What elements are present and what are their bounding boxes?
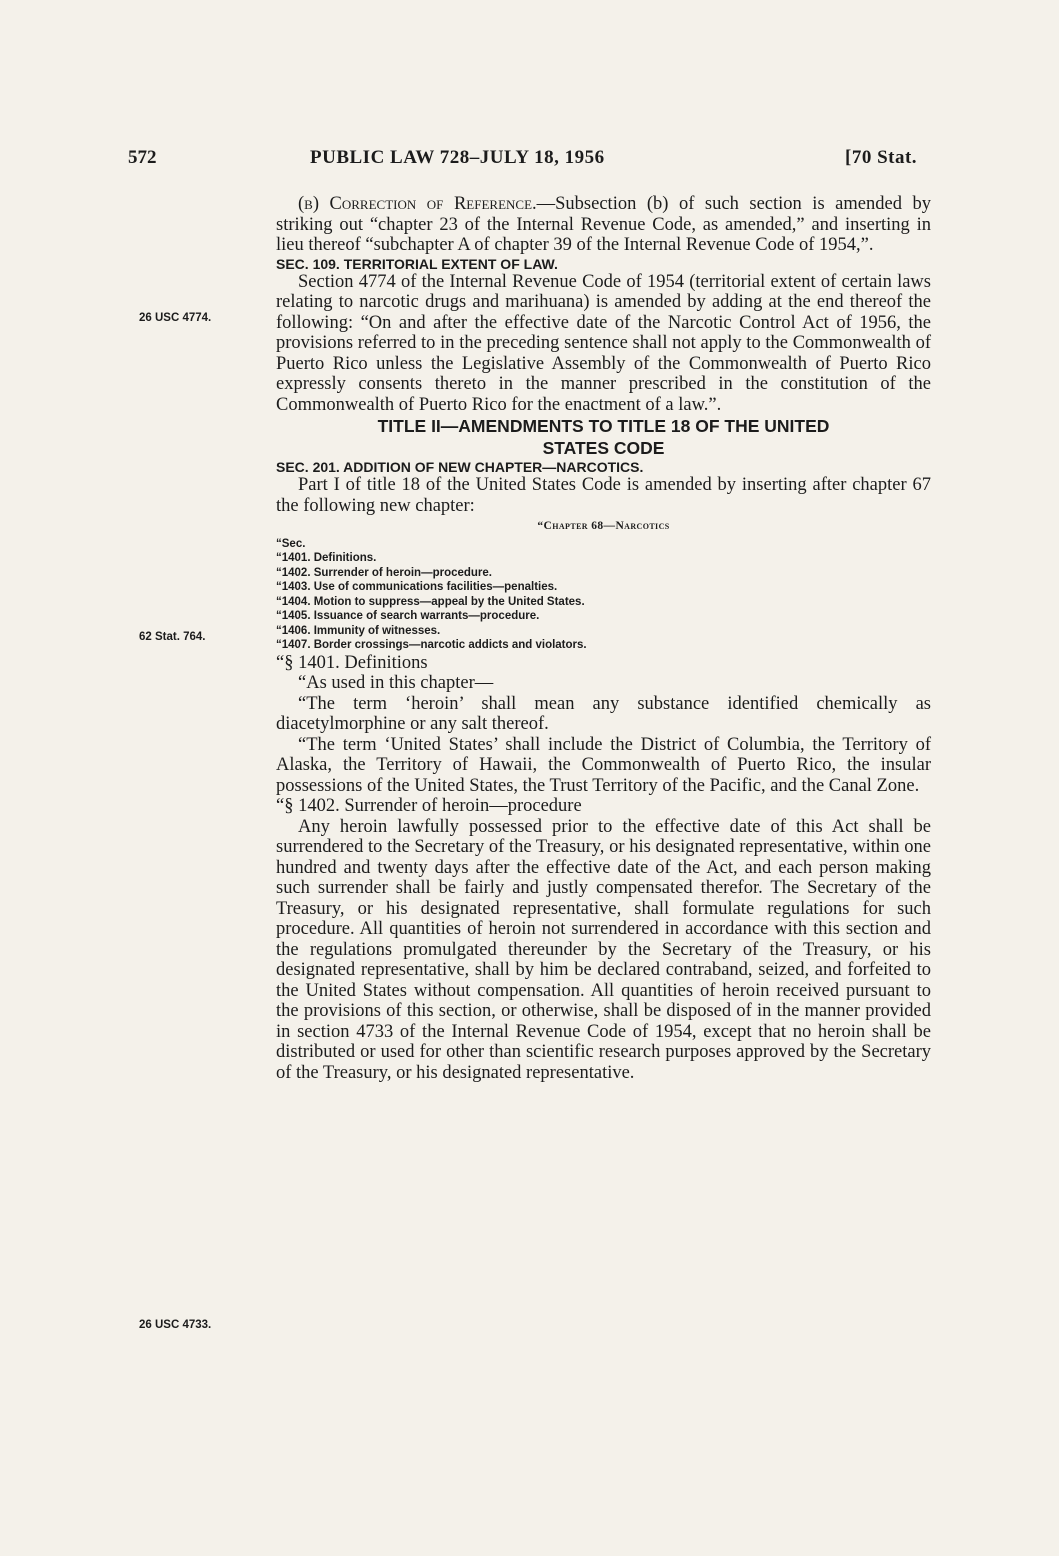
toc-item: “1406. Immunity of witnesses.	[276, 624, 441, 637]
chapter-toc	[276, 537, 931, 653]
chapter-68-heading: “Chapter 68—Narcotics	[537, 520, 670, 532]
toc-item: “1402. Surrender of heroin—procedure.	[276, 566, 493, 579]
title-ii-heading	[276, 415, 931, 459]
toc-item: “1405. Issuance of search warrants—procedure.	[276, 610, 540, 622]
section-1401-paragraph: “As used in this chapter—	[298, 673, 494, 693]
title-ii-line-1: TITLE II—AMENDMENTS TO TITLE 18 OF THE UNITED	[377, 416, 830, 436]
section-109-text: Section 4774 of the Internal Revenue Code of 1954 (territorial extent of certain laws relating to narcotic drugs and marihuana) is amended by adding at the end thereof the following: “On and after the effective date of the Narcotic Control Act of 1956, the provisions referred to in the preceding sentence shall not apply to the Commonwealth of Puerto Rico unless the Legislative Assembly of the Commonwealth of Puerto Rico expressly consents thereto in the manner prescribed in the constitution of the Commonwealth of Puerto Rico for the enactment of a law.”.	[276, 271, 931, 415]
toc-sec-label: “Sec.	[276, 537, 306, 550]
running-head: PUBLIC LAW 728–JULY 18, 1956	[310, 147, 605, 168]
body-text	[276, 194, 931, 1083]
section-108b-heading: (b) Correction of Reference.	[298, 194, 537, 214]
margin-note-26-usc-4733: 26 USC 4733.	[139, 1319, 212, 1331]
title-ii-line-2: STATES CODE	[542, 438, 665, 458]
section-1402-heading: “§ 1402. Surrender of heroin—procedure	[276, 796, 582, 816]
toc-item: “1407. Border crossings—narcotic addicts and violators.	[276, 639, 587, 651]
section-201-text: Part I of title 18 of the United States Code is amended by inserting after chapter 67 the following new chapter:	[276, 475, 931, 516]
section-108b-paragraph	[276, 194, 931, 256]
margin-note-26-usc-4774: 26 USC 4774.	[139, 312, 212, 324]
stat-reference: [70 Stat.	[845, 147, 918, 168]
toc-item: “1403. Use of communications facilities—penalties.	[276, 581, 558, 593]
section-109-heading: SEC. 109. TERRITORIAL EXTENT OF LAW.	[276, 255, 558, 272]
section-1401-paragraph: “The term ‘heroin’ shall mean any substance identified chemically as diacetylmorphine or any salt thereof.	[276, 693, 931, 734]
section-108b-text: —Subsection (b) of such section is amended by striking out “chapter 23 of the Internal Revenue Code, as amended,” and inserting in lieu thereof “subchapter A of chapter 39 of the Internal Revenue Code of 1954,”.	[276, 194, 931, 255]
section-1401-paragraph: “The term ‘United States’ shall include the District of Columbia, the Territory of Alaska, the Territory of Hawaii, the Commonwealth of Puerto Rico, the insular possessions of the United States, the Trust Territory of the Pacific, and the Canal Zone.	[276, 734, 931, 796]
section-1402-paragraph: Any heroin lawfully possessed prior to the effective date of this Act shall be surrendered to the Secretary of the Treasury, or his designated representative, within one hundred and twenty days after the effective date of the Act, and each person making such surrender shall be fairly and justly compensated therefor. The Secretary of the Treasury, or his designated representative, shall formulate regulations for such procedure. All quantities of heroin not surrendered in accordance with this section and the regulations promulgated thereunder by the Secretary of the Treasury, or his designated representative, shall by him be declared contraband, seized, and forfeited to the United States without compensation. All quantities of heroin received pursuant to the provisions of this section, or otherwise, shall be disposed of in the manner provided in section 4733 of the Internal Revenue Code of 1954, except that no heroin shall be distributed or used for other than scientific research purposes approved by the Secretary of the Treasury, or his designated representative.	[276, 816, 931, 1083]
toc-item: “1401. Definitions.	[276, 552, 377, 564]
page-number: 572	[128, 147, 157, 168]
section-1401-heading: “§ 1401. Definitions	[276, 652, 428, 673]
toc-item: “1404. Motion to suppress—appeal by the United States.	[276, 595, 585, 608]
margin-note-62-stat-764: 62 Stat. 764.	[139, 631, 206, 643]
section-201-heading: SEC. 201. ADDITION OF NEW CHAPTER—NARCOTICS.	[276, 459, 644, 475]
